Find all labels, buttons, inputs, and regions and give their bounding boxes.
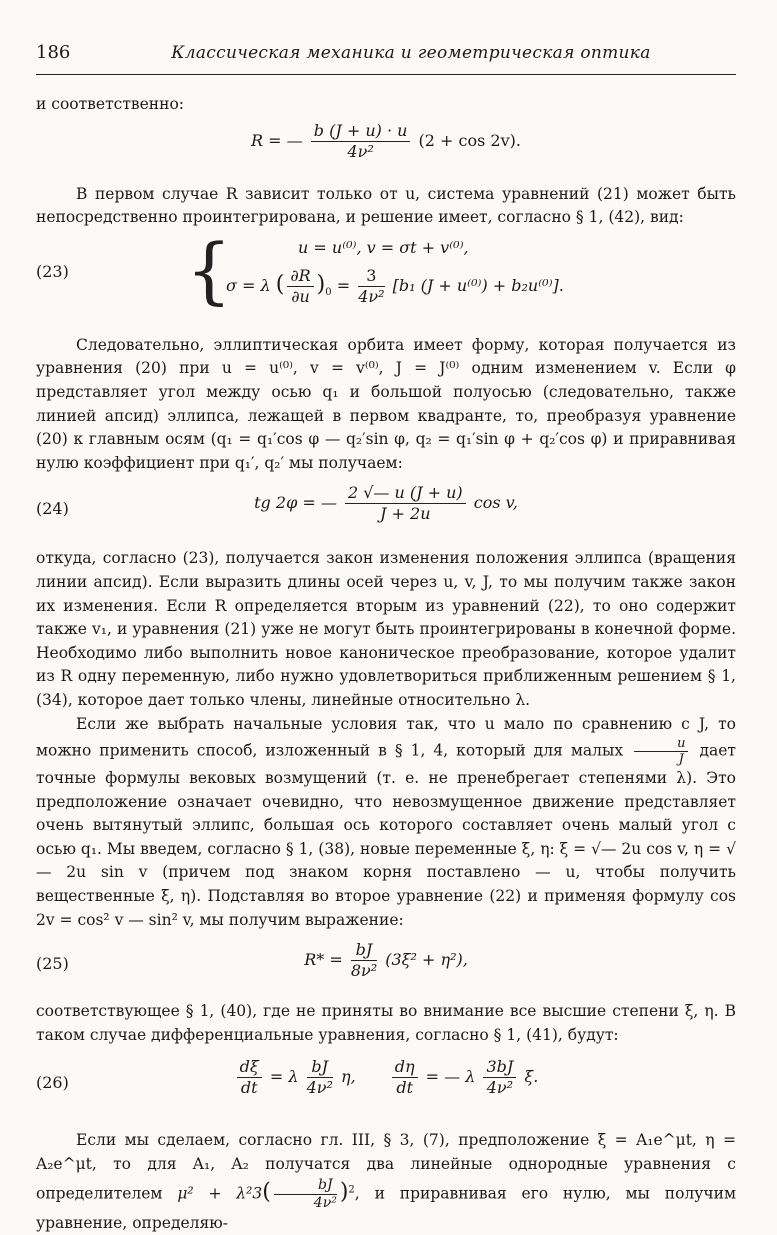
eq23-frac-num: 3 [358, 266, 384, 287]
para4-part-a: Если же выбрать начальные условия так, что u мало по сравнению с J, то можно применить способ, изложенный в § 1, 4, который для малых [36, 714, 736, 760]
eq26-label: (26) [36, 1073, 69, 1093]
running-title: Классическая механика и геометрическая оптика [171, 43, 651, 63]
eq23-label: (23) [36, 261, 69, 281]
eq26-end: ξ. [524, 1067, 539, 1087]
para6-frac-num: bJ [274, 1177, 337, 1195]
eq23-equals: = [336, 275, 351, 295]
para4-frac-num: u [634, 736, 688, 752]
paragraph-2: Следовательно, эллиптическая орбита имеет форму, которая получается из уравнения (20) при u = u⁽⁰⁾, v = v⁽⁰⁾, J = J⁽⁰⁾ одним изменением v. Если φ представляет угол между осью q₁ и большой полуосью (следовательно, также линией апсид) эллипса, лежащей в первом квадранте, то, преобразуя уравнение (20) к главным осям (q₁ = q₁′cos φ — q₂′sin φ, q₂ = q₁′sin φ + q₂′cos φ) и приравнивая нулю коэффициент при q₁′, q₂′ мы получаем: [36, 335, 736, 472]
eq26-f4-den: 4ν² [486, 1078, 514, 1098]
eq23-frac-den: 4ν² [358, 286, 385, 306]
eq24-lhs: tg 2φ = — [254, 493, 337, 513]
eq23-fraction [358, 266, 384, 307]
eq26-frac2 [307, 1057, 333, 1098]
eq25-num: bJ [351, 940, 377, 961]
eq26-mid1: = λ [269, 1067, 299, 1087]
eq24-num: 2 √— u (J + u) [345, 483, 466, 504]
eq26-frac3 [392, 1057, 418, 1098]
eq24-den: J + 2u [380, 504, 431, 524]
eq26-f3-den: dt [396, 1078, 413, 1098]
intro-text: и соответственно: [36, 95, 185, 113]
eq26-mid2: η, [340, 1067, 356, 1087]
eq23-partial-num: ∂R [287, 266, 313, 287]
eq26-frac4 [483, 1057, 516, 1098]
page-header [36, 42, 736, 75]
eq25-lhs: R* = [304, 950, 343, 970]
page-number: 186 [36, 42, 71, 63]
para6-formula: μ² + λ²3 [177, 1184, 263, 1203]
eq26-f1-den: dt [240, 1078, 258, 1098]
page [36, 42, 736, 1235]
paragraph-1: В первом случае R зависит только от u, система уравнений (21) может быть непосредственно проинтегрирована, и решение имеет, согласно § 1, (42), вид: [36, 184, 736, 227]
eq23-brace: { [186, 227, 232, 312]
para4-fraction [634, 736, 688, 767]
para6-part-a: Если мы сделаем, согласно гл. III, § 3, (7), предположение ξ = A₁e^μt, η = A₂e^μt, то для A₁, A₂ получатся два линейные однородные уравнения с определителем [36, 1131, 736, 1203]
eq-R-rhs: (2 + cos 2v). [418, 130, 521, 150]
equation-25 [36, 940, 736, 996]
paragraph-4 [36, 713, 736, 933]
eq26-f2-num: bJ [307, 1057, 333, 1078]
para6-part-b: , и приравнивая его нулю, мы получим уравнение, определяю- [36, 1184, 736, 1232]
para6-fraction [274, 1177, 337, 1212]
eq23-line1: u = u⁽⁰⁾, v = σt + v⁽⁰⁾, [298, 237, 469, 257]
paragraph-5: соответствующее § 1, (40), где не приняты во внимание все высшие степени ξ, η. В таком случае дифференциальные уравнения, согласно § 1, (41), будут: [36, 1002, 736, 1044]
para6-exponent: 2 [348, 1183, 355, 1195]
paragraph-6: Если мы сделаем, согласно гл. III, § 3, (7), предположение ξ = A₁e^μt, η = A₂e^μt, то для A₁, A₂ получатся два линейные однородные уравнения с определителем μ² + λ²3( $\frac{bJ}{\text{4ν²}}$ )$^2$, и приравнивая его нулю, мы получим уравнение, определяю- [36, 1131, 736, 1232]
eq23-line2: σ = λ ( $\frac{\partial R}{\partial u}$ )$_0$ = $\frac{3}{\text{4ν²}}$ [b₁ (J + u⁽⁰⁾) + b₂u⁽⁰⁾]. [226, 265, 564, 306]
equation-24 [36, 483, 736, 543]
eq25-fraction [351, 940, 377, 981]
eq-R-lhs: R = — [251, 130, 303, 150]
paragraph-3: откуда, согласно (23), получается закон изменения положения эллипса (вращения линии апсид). Если выразить длины осей через u, v, J, то мы получим также закон их изменения. Если R определяется вторым из уравнений (22), то оно содержит также v₁, и уравнения (21) уже не могут быть проинтегрированы в конечной форме. Необходимо либо выполнить новое каноническое преобразование, которое удалит из R одну переменную, либо нужно удовлетвориться приближенным решением § 1, (34), которое дает только члены, линейные относительно λ. [36, 549, 736, 709]
eq24-label: (24) [36, 499, 69, 519]
eq23-rhs: [b₁ (J + u⁽⁰⁾) + b₂u⁽⁰⁾]. [392, 275, 564, 295]
eq26-f1-num: dξ [237, 1057, 262, 1078]
eq-R-den: 4ν² [347, 141, 374, 161]
para4-part-b: дает [699, 741, 736, 760]
para4-part-c: точные формулы вековых возмущений (т. е. не пренебрегает степенями λ). Это предположение означает очевидно, что невозмущенное движение представляет очень вытянутый эллипс, большая ось которого составляет очень малый угол с осью q₁. Мы введем, согласно § 1, (38), новые переменные ξ, η: ξ = √— 2u cos v, η = √— 2u sin v (причем под знаком корня поставлено — u, чтобы получить вещественные ξ, η). Подставляя во второе уравнение (22) и применяя формулу cos 2v = cos² v — sin² v, мы получим выражение: [36, 769, 736, 929]
eq25-den: 8ν² [350, 961, 378, 981]
equation-R [36, 121, 736, 173]
eq26-f2-den: 4ν² [306, 1078, 333, 1098]
para4-frac-den: J [678, 752, 684, 768]
eq24-rhs: cos v, [473, 493, 518, 513]
eq24-fraction [345, 483, 466, 524]
eq23-partial-den: ∂u [291, 286, 310, 306]
eq-R-fraction [311, 121, 411, 162]
equation-23 [36, 227, 736, 322]
equation-26 [36, 1057, 736, 1117]
eq-R-num: b (J + u) · u [311, 121, 411, 142]
eq26-f3-num: dη [392, 1057, 418, 1078]
eq23-lhs: σ = λ [226, 275, 271, 295]
eq23-partial [287, 266, 313, 307]
eq26-mid3: = — λ [425, 1067, 476, 1087]
para6-frac-den: 4ν² [313, 1194, 337, 1211]
eq23-sub0: 0 [325, 286, 332, 298]
eq26-frac1 [237, 1057, 262, 1098]
eq25-label: (25) [36, 954, 69, 974]
eq25-rhs: (3ξ² + η²), [385, 950, 468, 970]
eq26-f4-num: 3bJ [483, 1057, 516, 1078]
